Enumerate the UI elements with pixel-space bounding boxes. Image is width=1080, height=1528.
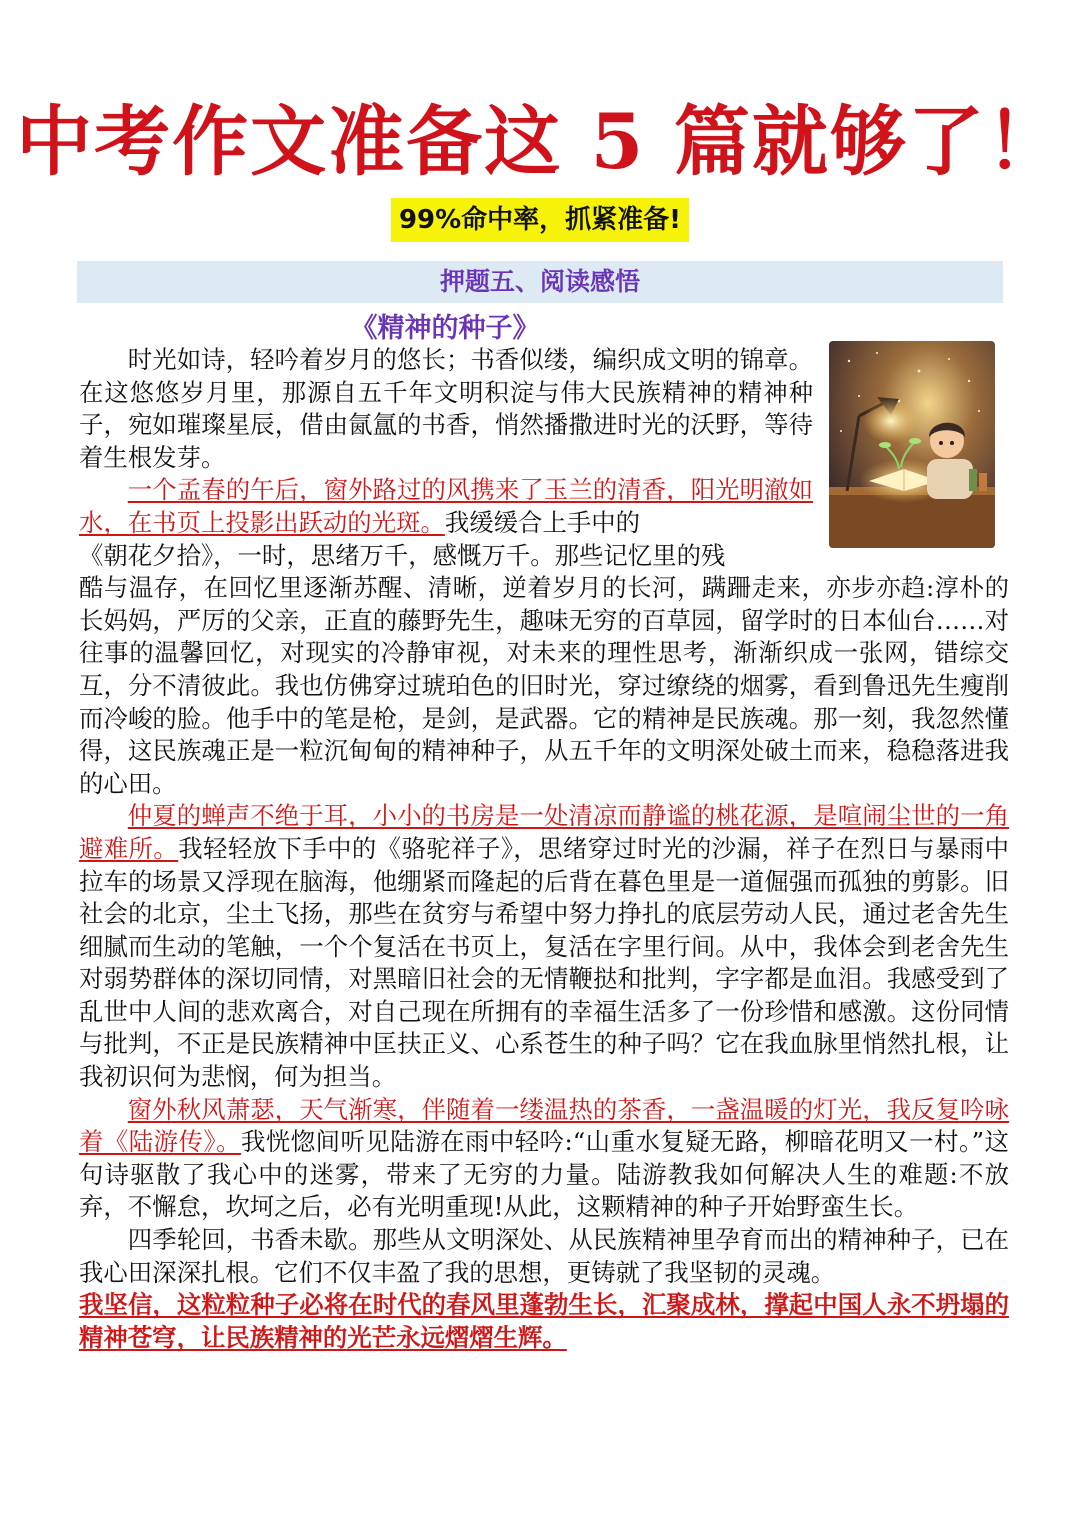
section-heading: 押题五、阅读感悟: [77, 261, 1003, 303]
emphasis-sentence-autumn: 窗外秋风萧瑟，天气渐寒，伴随着一缕温热的茶香，一盏温暖的灯光，我反复吟咏着《陆游传》。: [79, 1094, 1009, 1157]
emphasis-sentence-summer: 仲夏的蝉声不绝于耳，小小的书房是一处清凉而静谧的桃花源，是喧闹尘世的一角避难所。: [79, 801, 1009, 863]
page-title: 中考作文准备这 5 篇就够了！: [16, 97, 1064, 186]
emphasis-sentence-spring: 一个孟春的午后，窗外路过的风携来了玉兰的清香，阳光明澈如水，在书页上投影出跃动的光斑。: [79, 475, 813, 537]
essay-text: 四季轮回，书香未歇。那些从文明深处、从民族精神里孕育而出的精神种子，已在我心田深深扎根。它们不仅丰盈了我的思想，更铸就了我坚韧的灵魂。: [79, 1225, 1009, 1287]
essay-conclusion: [79, 1289, 1009, 1354]
essay-text: 我轻轻放下手中的《骆驼祥子》，思绪穿过时光的沙漏，祥子在烈日与暴雨中拉车的场景又浮现在脑海，他绷紧而隆起的后背在暮色里是一道倔强而孤独的剪影。旧社会的北京，尘土飞扬，那些在贫穷与希望中努力挣扎的底层劳动人民，通过老舍先生细腻而生动的笔触，一个个复活在书页上，复活在字里行间。从中，我体会到老舍先生对弱势群体的深切同情，对黑暗旧社会的无情鞭挞和批判，字字都是血泪。我感受到了乱世中人间的悲欢离合，对自己现在所拥有的幸福生活多了一份珍惜和感激。这份同情与批判，不正是民族精神中匡扶正义、心系苍生的种子吗？它在我血脉里悄然扎根，让我初识何为悲悯，何为担当。: [79, 833, 1009, 1092]
essay-paragraph-2c: 酷与温存，在回忆里逐渐苏醒、清晰，逆着岁月的长河，蹒跚走来，亦步亦趋:淳朴的长妈妈，严厉的父亲，正直的藤野先生，趣味无穷的百草园，留学时的日本仙台……对往事的温馨回忆，对现实的冷静审视，对未来的理性思考，渐渐织成一张网，错综交互，分不清彼此。我也仿佛穿过琥珀色的旧时光，穿过缭绕的烟雾，看到鲁迅先生瘦削而冷峻的脸。他手中的笔是枪，是剑，是武器。它的精神是民族魂。那一刻，我忽然懂得，这民族魂正是一粒沉甸甸的精神种子，从五千年的文明深处破土而来，稳稳落进我的心田。: [79, 573, 1009, 798]
subtitle-wrap: [0, 198, 1080, 242]
essay-body: [79, 344, 1009, 1354]
essay-text: 我缓缓合上手中的: [444, 507, 641, 537]
essay-paragraph-3: [79, 800, 1009, 1093]
subtitle-highlight: 99%命中率，抓紧准备!: [391, 198, 689, 242]
emphasis-sentence-conclusion: 我坚信，这粒粒种子必将在时代的春风里蓬勃生长，汇聚成林，撑起中国人永不坍塌的精神苍穹，让民族精神的光芒永远熠熠生辉。: [79, 1290, 1009, 1352]
essay-paragraph-2b: 《朝花夕拾》，一时，思绪万千，感慨万千。那些记忆里的残: [79, 540, 726, 570]
essay-paragraph-1: 时光如诗，轻吟着岁月的悠长；书香似缕，编织成文明的锦章。在这悠悠岁月里，那源自五千年文明积淀与伟大民族精神的精神种子，宛如璀璨星辰，借由氤氲的书香，悄然播撒进时光的沃野，等待着生根发芽。: [79, 345, 813, 472]
essay-paragraph-5: [79, 1224, 1009, 1289]
essay-paragraph-4: [79, 1094, 1009, 1224]
essay-title: 《精神的种子》: [350, 313, 540, 344]
essay-paragraph-2a: [79, 474, 813, 539]
essay-text: 我恍惚间听见陆游在雨中轻吟:“山重水复疑无路，柳暗花明又一村。”这句诗驱散了我心中的迷雾，带来了无穷的力量。陆游教我如何解决人生的难题:不放弃，不懈怠，坎坷之后，必有光明重现!从此，这颗精神的种子开始野蛮生长。: [79, 1127, 1009, 1222]
